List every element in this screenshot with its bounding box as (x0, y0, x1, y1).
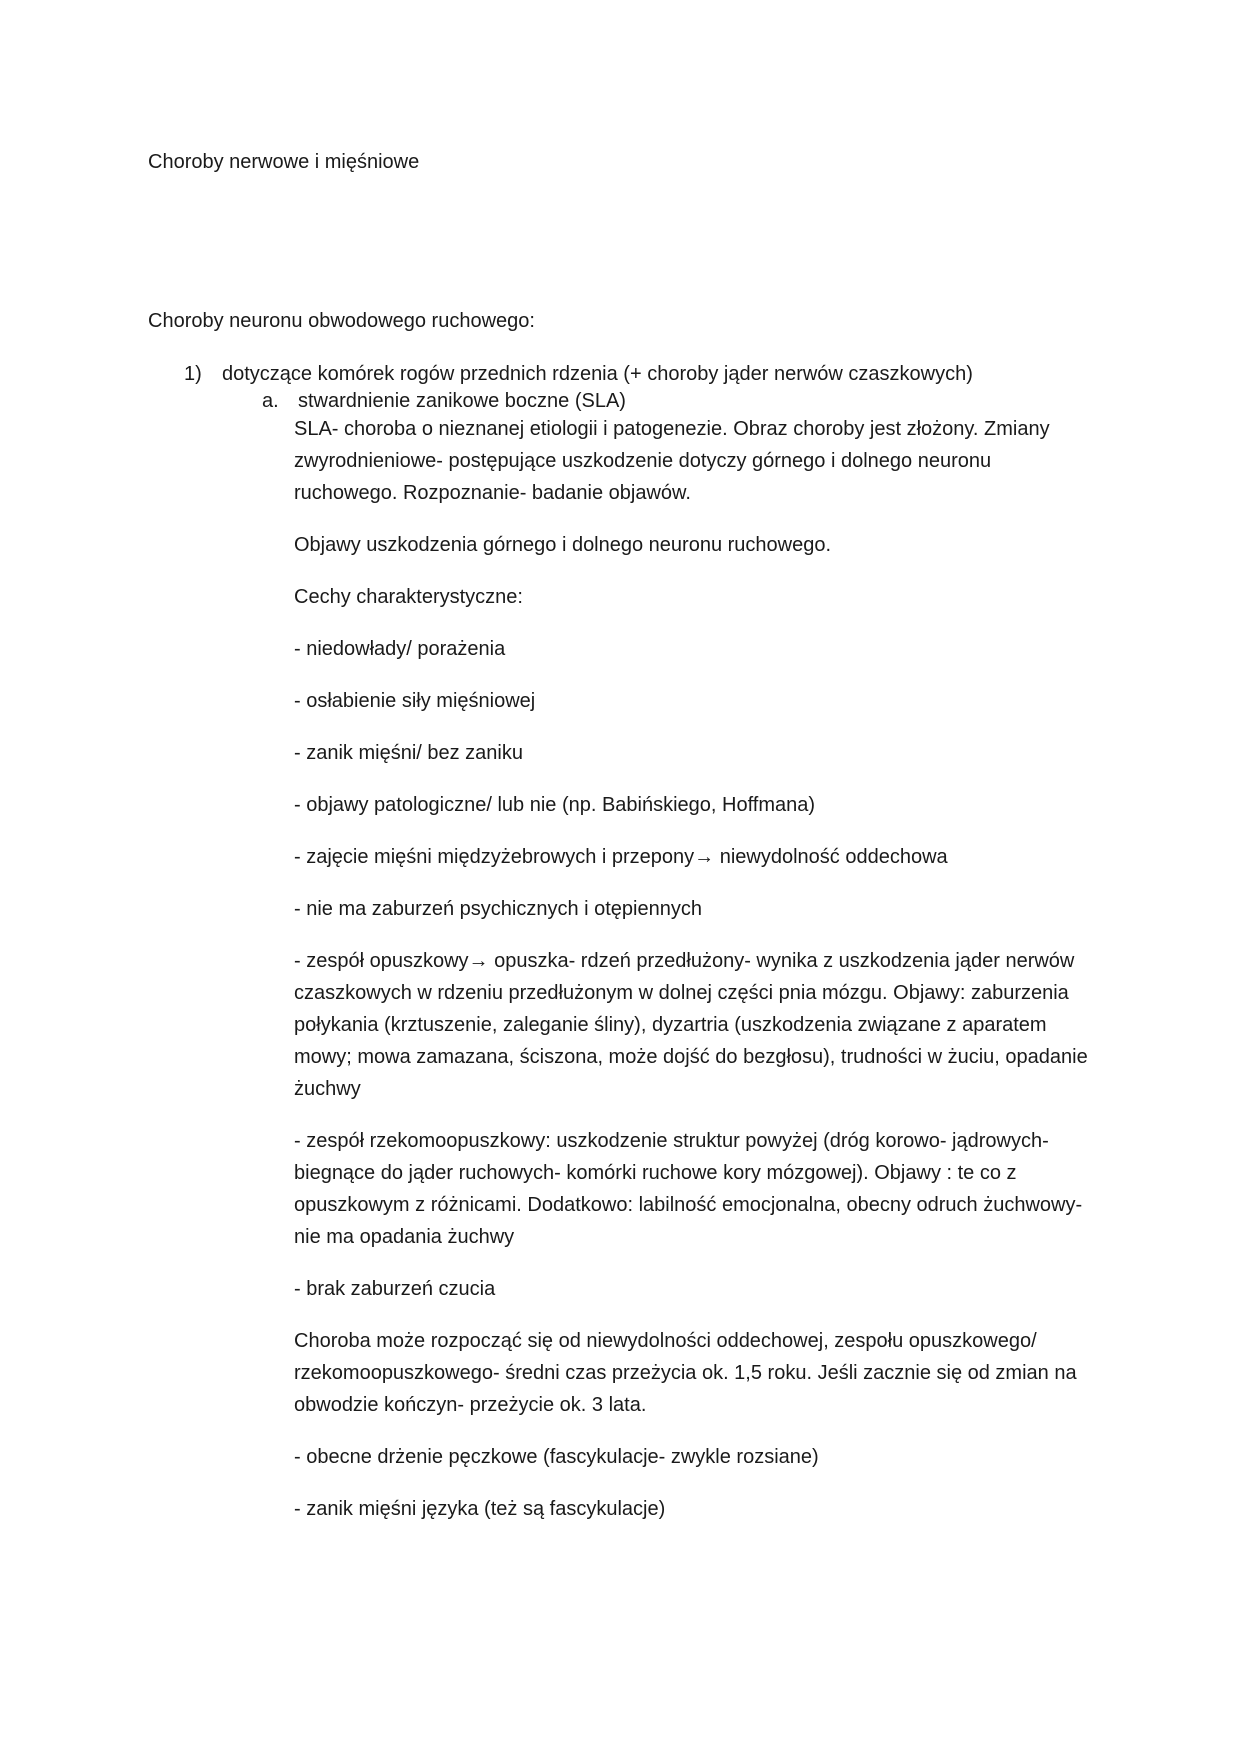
list-item: - zajęcie mięśni międzyżebrowych i przepony→ niewydolność oddechowa (294, 846, 948, 868)
sublist-letter-a: a. (262, 390, 279, 412)
list-item: - nie ma zaburzeń psychicznych i otępiennych (294, 898, 702, 920)
document-title: Choroby nerwowe i mięśniowe (148, 151, 420, 173)
list-number-1: 1) (184, 363, 202, 385)
list-item: - zanik mięśni/ bez zaniku (294, 742, 523, 764)
paragraph-cechy-heading: Cechy charakterystyczne: (294, 586, 523, 608)
content-block (294, 413, 1094, 1545)
list-item: - niedowłady/ porażenia (294, 638, 506, 660)
paragraph-sla-intro: SLA- choroba o nieznanej etiologii i patogenezie. Obraz choroby jest złożony. Zmiany zwyrodnieniowe- postępujące uszkodzenie dotyczy górnego i dolnego neuronu ruchowego. Rozpoznanie- badanie objawów. (294, 418, 1050, 504)
list-item-1-text: dotyczące komórek rogów przednich rdzenia (+ choroby jąder nerwów czaszkowych) (222, 363, 973, 385)
list-item: - obecne drżenie pęczkowe (fascykulacje- zwykle rozsiane) (294, 1446, 819, 1468)
paragraph-prognosis: Choroba może rozpocząć się od niewydolności oddechowej, zespołu opuszkowego/ rzekomoopuszkowego- średni czas przeżycia ok. 1,5 roku. Jeśli zacznie się od zmian na obwodzie kończyn- przeżycie ok. 3 lata. (294, 1330, 1077, 1416)
list-item: - zespół opuszkowy→ opuszka- rdzeń przedłużony- wynika z uszkodzenia jąder nerwów czaszkowych w rdzeniu przedłużonym w dolnej części pnia mózgu. Objawy: zaburzenia połykania (krztuszenie, zaleganie śliny), dyzartria (uszkodzenia związane z aparatem mowy; mowa zamazana, ściszona, może dojść do bezgłosu), trudności w żuciu, opadanie żuchwy (294, 950, 1088, 1100)
paragraph-objawy: Objawy uszkodzenia górnego i dolnego neuronu ruchowego. (294, 534, 832, 556)
list-item: - zanik mięśni języka (też są fascykulacje) (294, 1498, 666, 1520)
list-item: - brak zaburzeń czucia (294, 1278, 496, 1300)
section-heading: Choroby neuronu obwodowego ruchowego: (148, 310, 535, 332)
list-item: - osłabienie siły mięśniowej (294, 690, 536, 712)
sublist-item-a-text: stwardnienie zanikowe boczne (SLA) (298, 390, 626, 412)
list-item: - objawy patologiczne/ lub nie (np. Babińskiego, Hoffmana) (294, 794, 816, 816)
list-item: - zespół rzekomoopuszkowy: uszkodzenie struktur powyżej (dróg korowo- jądrowych- biegnące do jąder ruchowych- komórki ruchowe kory mózgowej). Objawy : te co z opuszkowym z różnicami. Dodatkowo: labilność emocjonalna, obecny odruch żuchwowy- nie ma opadania żuchwy (294, 1130, 1083, 1248)
